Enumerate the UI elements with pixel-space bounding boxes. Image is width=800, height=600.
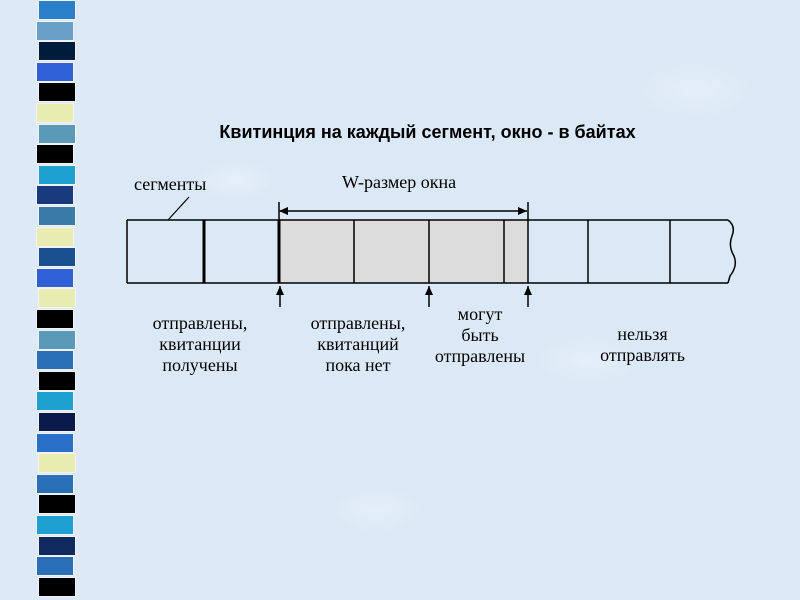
can-send-label: могут быть отправлены [434, 304, 526, 366]
cannot-send-label: нельзя отправлять [600, 324, 685, 365]
acked-label: отправлены, квитанции получены [152, 313, 248, 375]
segments-label: сегменты [134, 174, 207, 194]
slide-title: Квитинция на каждый сегмент, окно - в байтах [219, 122, 636, 142]
window-area [279, 220, 528, 283]
unacked-label: отправлены, квитанций пока нет [310, 313, 406, 375]
segments-pointer [168, 197, 189, 220]
window-size-label: W-размер окна [342, 172, 457, 192]
